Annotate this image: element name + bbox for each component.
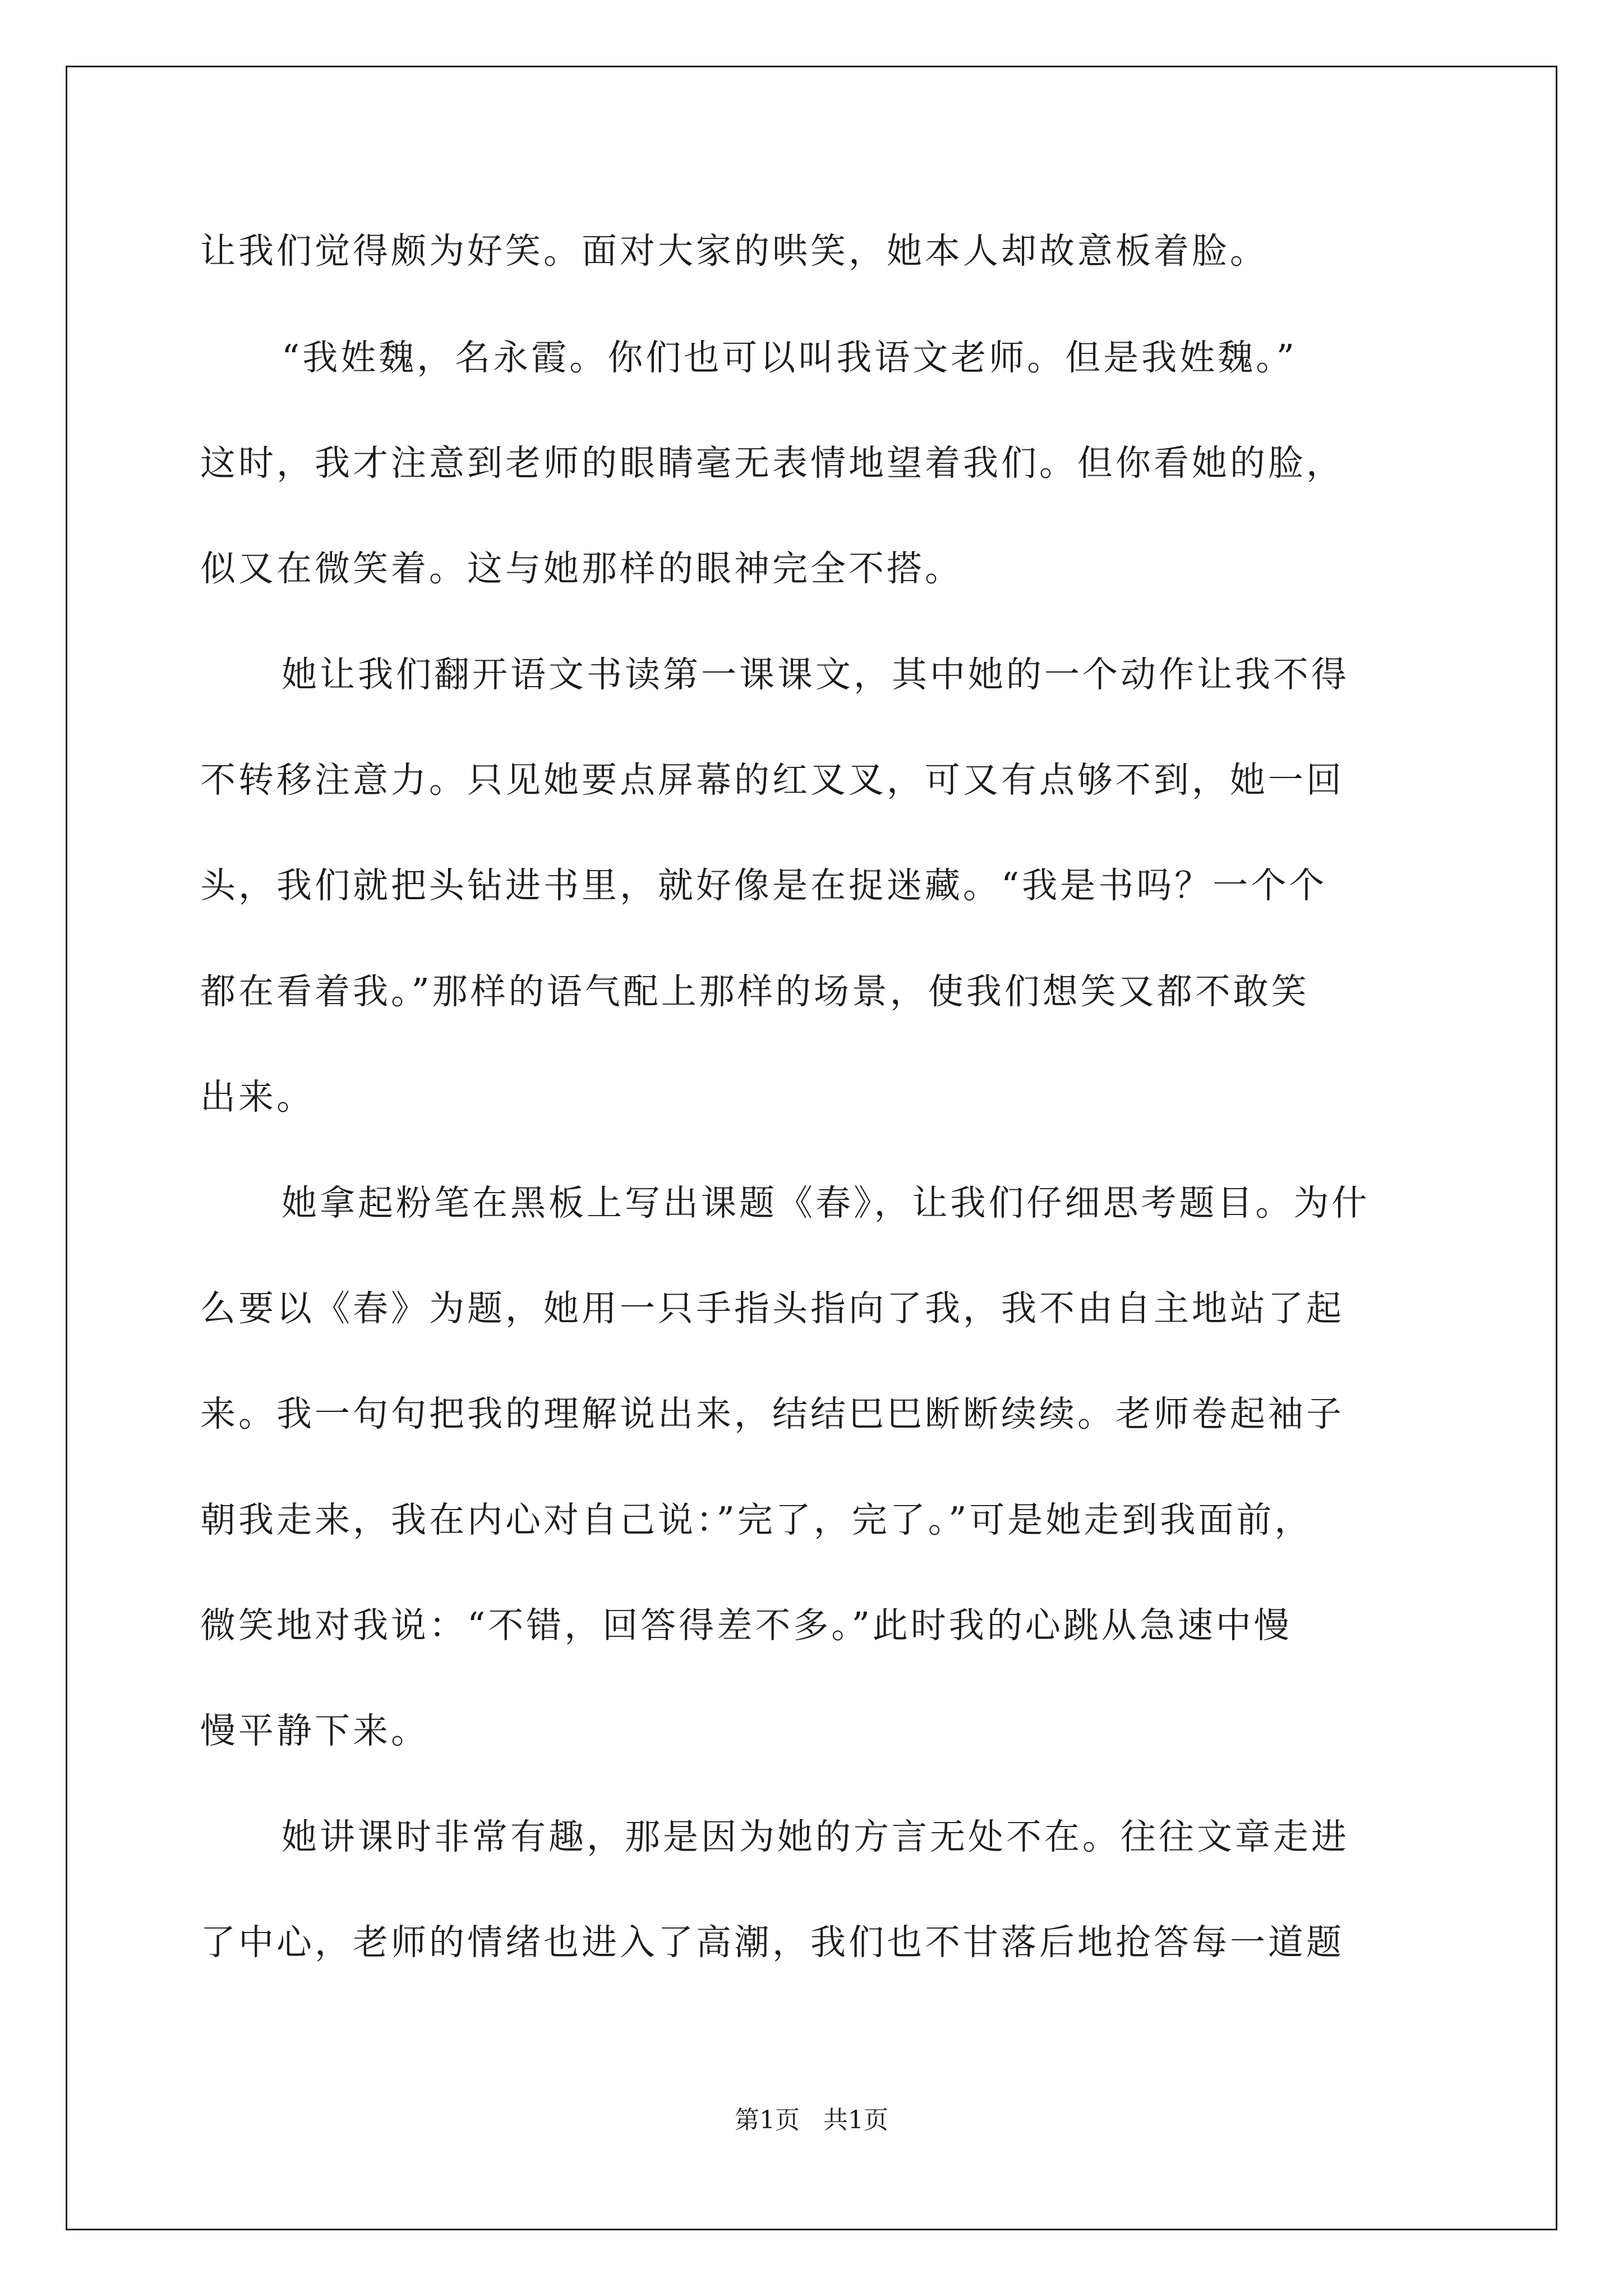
text-line: 微笑地对我说：“不错，回答得差不多。”此时我的心跳从急速中慢 (200, 1605, 1292, 1646)
text-line: “我姓魏，名永霞。你们也可以叫我语文老师。但是我姓魏。” (282, 337, 1297, 378)
text-line: 她讲课时非常有趣，那是因为她的方言无处不在。往往文章走进 (282, 1816, 1349, 1857)
page-number: 第1页 共1页 (735, 2106, 888, 2134)
text-line: 她让我们翻开语文书读第一课课文，其中她的一个动作让我不得 (282, 654, 1349, 695)
text-line: 出来。 (200, 1076, 315, 1117)
text-line: 似又在微笑着。这与她那样的眼神完全不搭。 (200, 548, 963, 589)
text-line: 这时，我才注意到老师的眼睛毫无表情地望着我们。但你看她的脸， (200, 443, 1344, 484)
text-line: 了中心，老师的情绪也进入了高潮，我们也不甘落后地抢答每一道题 (200, 1922, 1344, 1963)
page-border (66, 66, 1557, 2230)
text-line: 都在看着我。”那样的语气配上那样的场景，使我们想笑又都不敢笑 (200, 971, 1310, 1012)
text-line: 她拿起粉笔在黑板上写出课题《春》，让我们仔细思考题目。为什 (282, 1182, 1370, 1223)
text-line: 头，我们就把头钻进书里，就好像是在捉迷藏。“我是书吗？一个个 (200, 865, 1327, 906)
text-line: 不转移注意力。只见她要点屏幕的红叉叉，可又有点够不到，她一回 (200, 760, 1344, 800)
text-line: 慢平静下来。 (200, 1710, 429, 1751)
text-line: 朝我走来，我在内心对自己说：”完了，完了。”可是她走到我面前， (200, 1499, 1313, 1540)
text-line: 来。我一句句把我的理解说出来，结结巴巴断断续续。老师卷起袖子 (200, 1393, 1344, 1434)
text-line: 么要以《春》为题，她用一只手指头指向了我，我不由自主地站了起 (200, 1288, 1344, 1329)
text-line: 让我们觉得颇为好笑。面对大家的哄笑，她本人却故意板着脸。 (200, 231, 1268, 272)
